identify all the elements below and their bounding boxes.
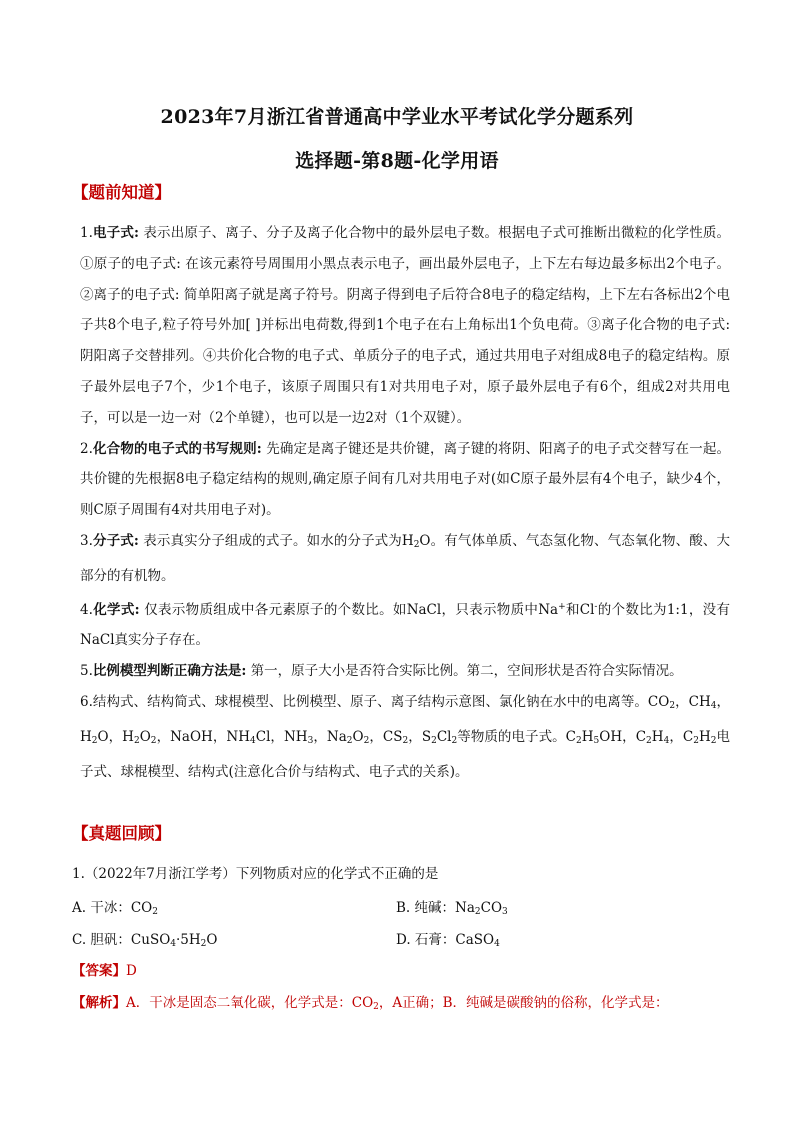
subscript: 2: [693, 735, 699, 746]
paragraph-text: 第一，原子大小是否符合实际比例。第二，空间形状是否符合实际情况。: [246, 663, 683, 680]
paragraph-heading: 化学式:: [92, 601, 140, 618]
paragraph-heading: 比例模型判断正确方法是:: [92, 663, 247, 680]
paragraph-text: 仅表示物质组成中各元素原子的个数比。如NaCl，只表示物质中Na: [139, 601, 559, 618]
paragraph-number: 1.: [80, 225, 93, 241]
paragraph-number: 3.: [80, 532, 93, 549]
option-text: D. 石膏：CaSO: [396, 932, 495, 948]
option-text: O: [206, 932, 218, 948]
option-text: ·5H: [176, 932, 201, 948]
paragraph-text: H: [651, 728, 664, 745]
subscript: 2: [152, 907, 158, 917]
paragraph-text: ，CS: [369, 728, 403, 745]
paragraph-text: 先确定是离子键还是共价键，离子键的将阴、阳离子的电子式交替写在一起。共价键的先根据8电子稳定结构的规则,确定原子间有几对共用电子对(如C原子最外层有4个电子，缺少4个，则C原子周围有4对共用电子对)。: [80, 440, 730, 519]
paragraph-text: ，H: [80, 693, 731, 745]
paragraph-heading: 电子式:: [92, 225, 139, 241]
knowledge-paragraph-2: [80, 434, 730, 526]
subscript: 2: [413, 539, 420, 550]
knowledge-paragraph-3: [80, 526, 730, 592]
document-title: 2023年7月浙江省普通高中学业水平考试化学分题系列: [160, 106, 634, 128]
knowledge-body: [80, 218, 730, 787]
superscript: +: [558, 601, 566, 612]
document-subtitle: 选择题-第8题-化学用语: [295, 150, 499, 172]
explanation-text: ，A正确；B．纯碱是碳酸钠的俗称，化学式是：: [378, 995, 669, 1011]
answer-line: [72, 959, 137, 979]
subscript: 2: [451, 735, 458, 746]
paragraph-number: 2.: [80, 440, 93, 457]
explanation-text: A．干冰是固态二氧化碳，化学式是：CO: [126, 995, 374, 1011]
subscript: 2: [91, 735, 98, 746]
option-text: A. 干冰：CO: [72, 900, 153, 916]
subscript: 3: [307, 735, 314, 746]
paragraph-text: 的个数比为1:1，没有NaCl真实分子存在。: [80, 601, 730, 649]
question-stem: 1.（2022年7月浙江学考）下列物质对应的化学式不正确的是: [72, 866, 439, 882]
explanation-tag: 【解析】: [72, 995, 126, 1011]
knowledge-paragraph-6: [80, 687, 730, 787]
paragraph-text: 电子式、球棍模型、结构式(注意化合价与结构式、电子式的关系)。: [80, 728, 731, 780]
option-text: CO: [480, 900, 503, 916]
paragraph-text: ，C: [669, 728, 694, 745]
subscript: 2: [402, 735, 409, 746]
subscript: 4: [663, 735, 670, 746]
paragraph-text: H: [698, 728, 711, 745]
paragraph-text: O，H: [97, 728, 134, 745]
paragraph-text: Cl: [436, 728, 452, 745]
subscript: 5: [593, 735, 600, 746]
subscript: 2: [346, 735, 353, 746]
subscript: 3: [502, 907, 508, 917]
subscript: 4: [494, 939, 500, 949]
knowledge-paragraph-5: [80, 656, 730, 687]
answer-value: D: [126, 963, 137, 979]
paragraph-number: 5.: [80, 663, 93, 680]
paragraph-heading: 分子式:: [92, 532, 139, 549]
subscript: 2: [363, 735, 370, 746]
option-c: [72, 928, 217, 949]
paragraph-text: O: [139, 728, 151, 745]
option-a: [72, 896, 158, 917]
option-text: C. 胆矾：CuSO: [72, 932, 171, 948]
paragraph-number: 4.: [80, 601, 93, 618]
paragraph-text: 表示真实分子组成的式子。如水的分子式为H: [138, 532, 414, 549]
subscript: 2: [646, 735, 652, 746]
paragraph-text: ，Na: [313, 728, 347, 745]
paragraph-text: ，S: [408, 728, 432, 745]
section-heading-intro: 【题前知道】: [72, 183, 171, 202]
subscript: 4: [250, 735, 256, 746]
paragraph-text: O。有气体单质、气态氢化物、气态氧化物、酸、大部分的有机物。: [80, 532, 730, 584]
subscript: 2: [576, 735, 582, 746]
subscript: 2: [150, 735, 157, 746]
subscript: 2: [431, 735, 437, 746]
knowledge-paragraph-1: [80, 218, 730, 434]
option-text: B. 纯碱：Na: [396, 900, 475, 916]
explanation-line: [72, 991, 732, 1012]
paragraph-text: 等物质的电子式。C: [457, 728, 577, 745]
paragraph-heading: 化合物的电子式的书写规则:: [92, 440, 262, 457]
paragraph-text: H: [581, 728, 594, 745]
section-heading-review: 【真题回顾】: [72, 824, 171, 843]
subscript: 2: [200, 939, 207, 949]
subscript: 2: [373, 1002, 379, 1012]
subscript: 2: [710, 735, 717, 746]
paragraph-text: Cl，NH: [255, 728, 308, 745]
paragraph-text: OH，C: [599, 728, 647, 745]
subscript: 2: [474, 907, 481, 917]
subscript: 4: [710, 700, 717, 711]
knowledge-paragraph-4: [80, 592, 730, 657]
paragraph-text: O: [352, 728, 364, 745]
paragraph-text: ，CH: [675, 693, 711, 710]
paragraph-text: 和Cl: [565, 601, 595, 618]
option-b: [396, 896, 508, 917]
subscript: 2: [133, 735, 140, 746]
answer-tag: 【答案】: [72, 963, 126, 979]
superscript: -: [594, 601, 598, 612]
paragraph-text: ，NaOH，NH: [156, 728, 250, 745]
subscript: 2: [669, 700, 676, 711]
subscript: 4: [170, 939, 177, 949]
paragraph-text: 6.结构式、结构简式、球棍模型、比例模型、原子、离子结构示意图、氯化钠在水中的电离等。CO: [80, 693, 670, 710]
paragraph-text: 表示出原子、离子、分子及离子化合物中的最外层电子数。根据电子式可推断出微粒的化学性质。①原子的电子式: 在该元素符号周围用小黑点表示电子，画出最外层电子，上下左右每边最多标出2个电子。②离子的电子式: 简单阳离子就是离子符号。阴离子得到电子后符合8电子的稳定结构，上下左右各标出2个电子共8个电子,粒子符号外加[ ]并标出电荷数,得到1个电子在右上角标出1个负电荷。③离子化合物的电子式: 阴阳离子交替排列。④共价化合物的电子式、单质分子的电子式，通过共用电子对组成8电子的稳定结构。原子最外层电子7个，少1个电子，该原子周围只有1对共用电子对，原子最外层电子有6个，组成2对共用电子，可以是一边一对（2个单键），也可以是一边2对（1个双键）。: [80, 225, 731, 426]
option-d: [396, 928, 500, 949]
